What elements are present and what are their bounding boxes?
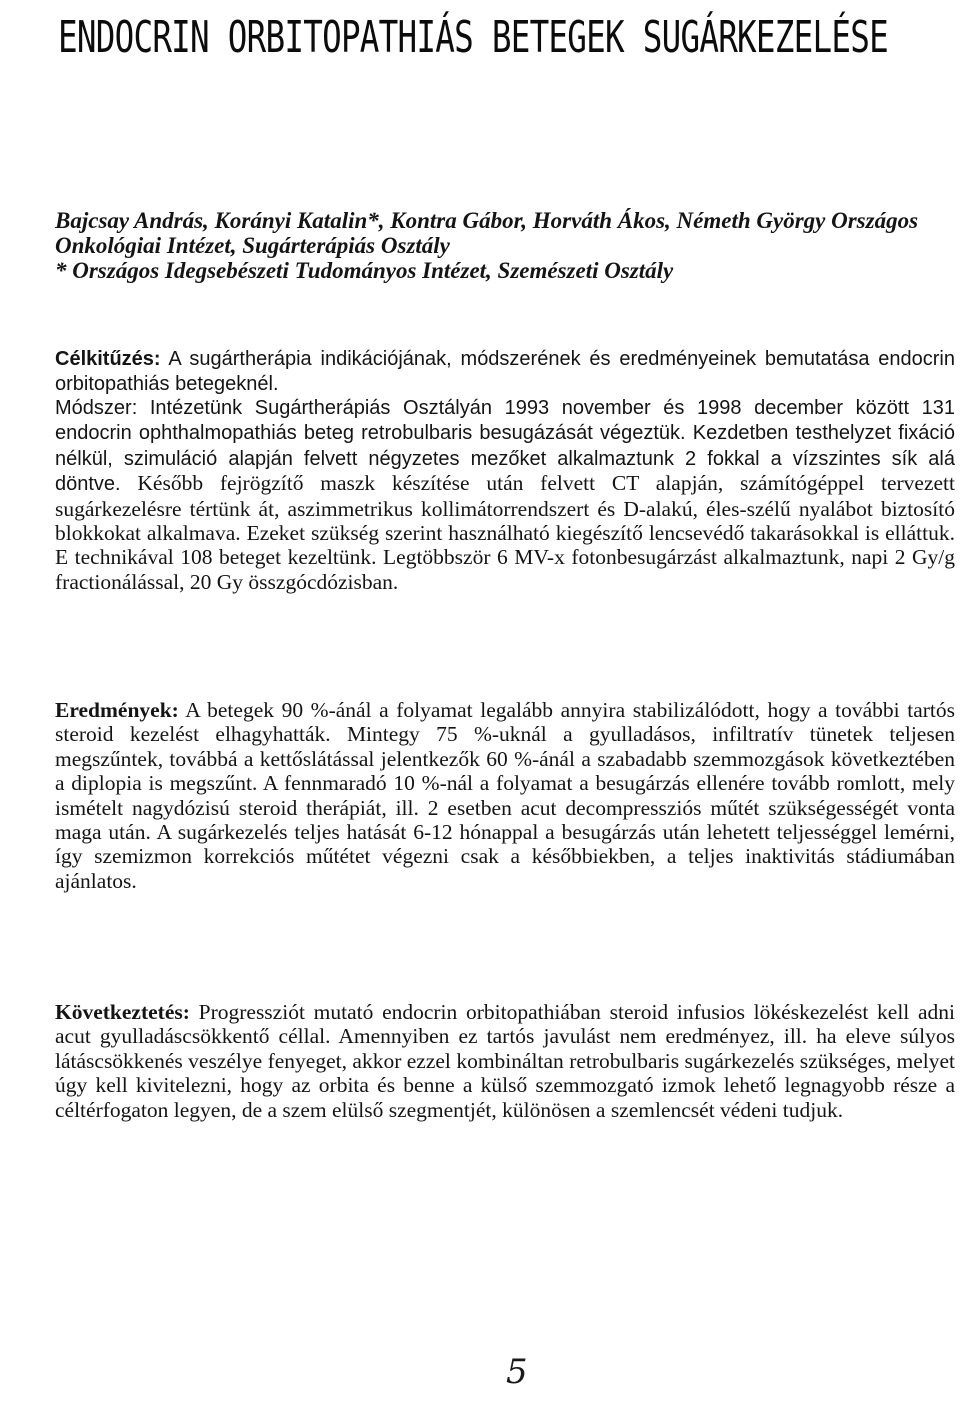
section-conclusion xyxy=(55,1000,955,1122)
author-names: Bajcsay András, Korányi Katalin*, Kontra Gábor, Horváth Ákos, Németh György Országos Onkológiai Intézet, Sugárterápiás Osztály xyxy=(55,208,919,258)
objective-text: A sugártherápia indikációjának, módszerének és eredményeinek bemutatása endocrin orbitopathiás betegeknél. xyxy=(55,348,955,396)
author-block xyxy=(55,208,955,283)
conclusion-text: Progressziót mutató endocrin orbitopathiában steroid infusios lökéskezelést kell adni acut gyulladáscsökkentő céllal. Amennyiben ez tartós javulást nem eredményez, ill. ha eleve súlyos látáscsökkenés veszélye fenyeget, akkor ezzel kombináltan retrobulbaris sugárkezelés szükséges, melyet úgy kell kivitelezni, hogy az orbita és benne a külső szemmozgató izmok lehető legnagyobb része a céltérfogaton legyen, de a szem elülső szegmentjét, különösen a szemlencsét védeni tudjuk. xyxy=(55,1000,955,1122)
section-method xyxy=(55,395,955,594)
page-number: 5 xyxy=(506,1352,528,1392)
method-text-3: Később fejrögzítő maszk készítése után felvett CT alapján, számítógéppel tervezett sugárkezelésre tértünk át, aszimmetrikus kollimátorrendszert és D-alakú, éles-szélű nyalábot biztosító blokkokat alkalmava. Ezeket szükség szerint használható kiegészítő lencsevédő takarásokkal is elláttuk. E technikával 108 beteget kezeltünk. Legtöbbször 6 MV-x fotonbesugárzást alkalmaztunk, napi 2 Gy/g fractionálással, 20 Gy összgócdózisban. xyxy=(55,471,955,594)
section-objective xyxy=(55,346,955,397)
objective-label: Célkitűzés: xyxy=(55,348,161,370)
conclusion-label: Következtetés: xyxy=(55,1000,190,1024)
method-text-1: Módszer: Intézetünk Sugártherápiás Osztályán 1993 november és 1998 december között 131 endocrin ophthalmopathiás beteg retrobulbaris besugázását végeztük. xyxy=(55,397,955,445)
method-text-2: Kezdetben testhelyzet fixáció nélkül, szimuláció alapján felvett négyzetes mezőket alkalmaztunk 2 fokkal a vízszintes sík alá döntve. xyxy=(55,422,955,496)
section-results xyxy=(55,698,955,893)
results-text: A betegek 90 %-ánál a folyamat legalább annyira stabilizálódott, hogy a további tartós steroid kezelést elhagyhatták. Mintegy 75 %-uknál a gyulladásos, infiltratív tünetek teljesen megszűntek, továbbá a kettőslátással jelentkezők 60 %-ánál a szabadabb szemmozgások következtében a diplopia is megszűnt. A fennmaradó 10 %-nál a folyamat a besugárzás ellenére tovább romlott, mely ismételt nagydózisú steroid therápiát, ill. 2 esetben acut decompressziós műtét szükségességét vonta maga után. A sugárkezelés teljes hatását 6-12 hónappal a besugárzás után lehetett teljességgel lemérni, így szemizmon korrekciós műtétet végezni csak a későbbiekben, a teljes inaktivitás stádiumában ajánlatos. xyxy=(55,698,955,893)
document-title: ENDOCRIN ORBITOPATHIÁS BETEGEK SUGÁRKEZELÉSE xyxy=(58,12,888,63)
results-label: Eredmények: xyxy=(55,698,179,722)
author-affiliation: * Országos Idegsebészeti Tudományos Intézet, Szemészeti Osztály xyxy=(55,258,674,283)
